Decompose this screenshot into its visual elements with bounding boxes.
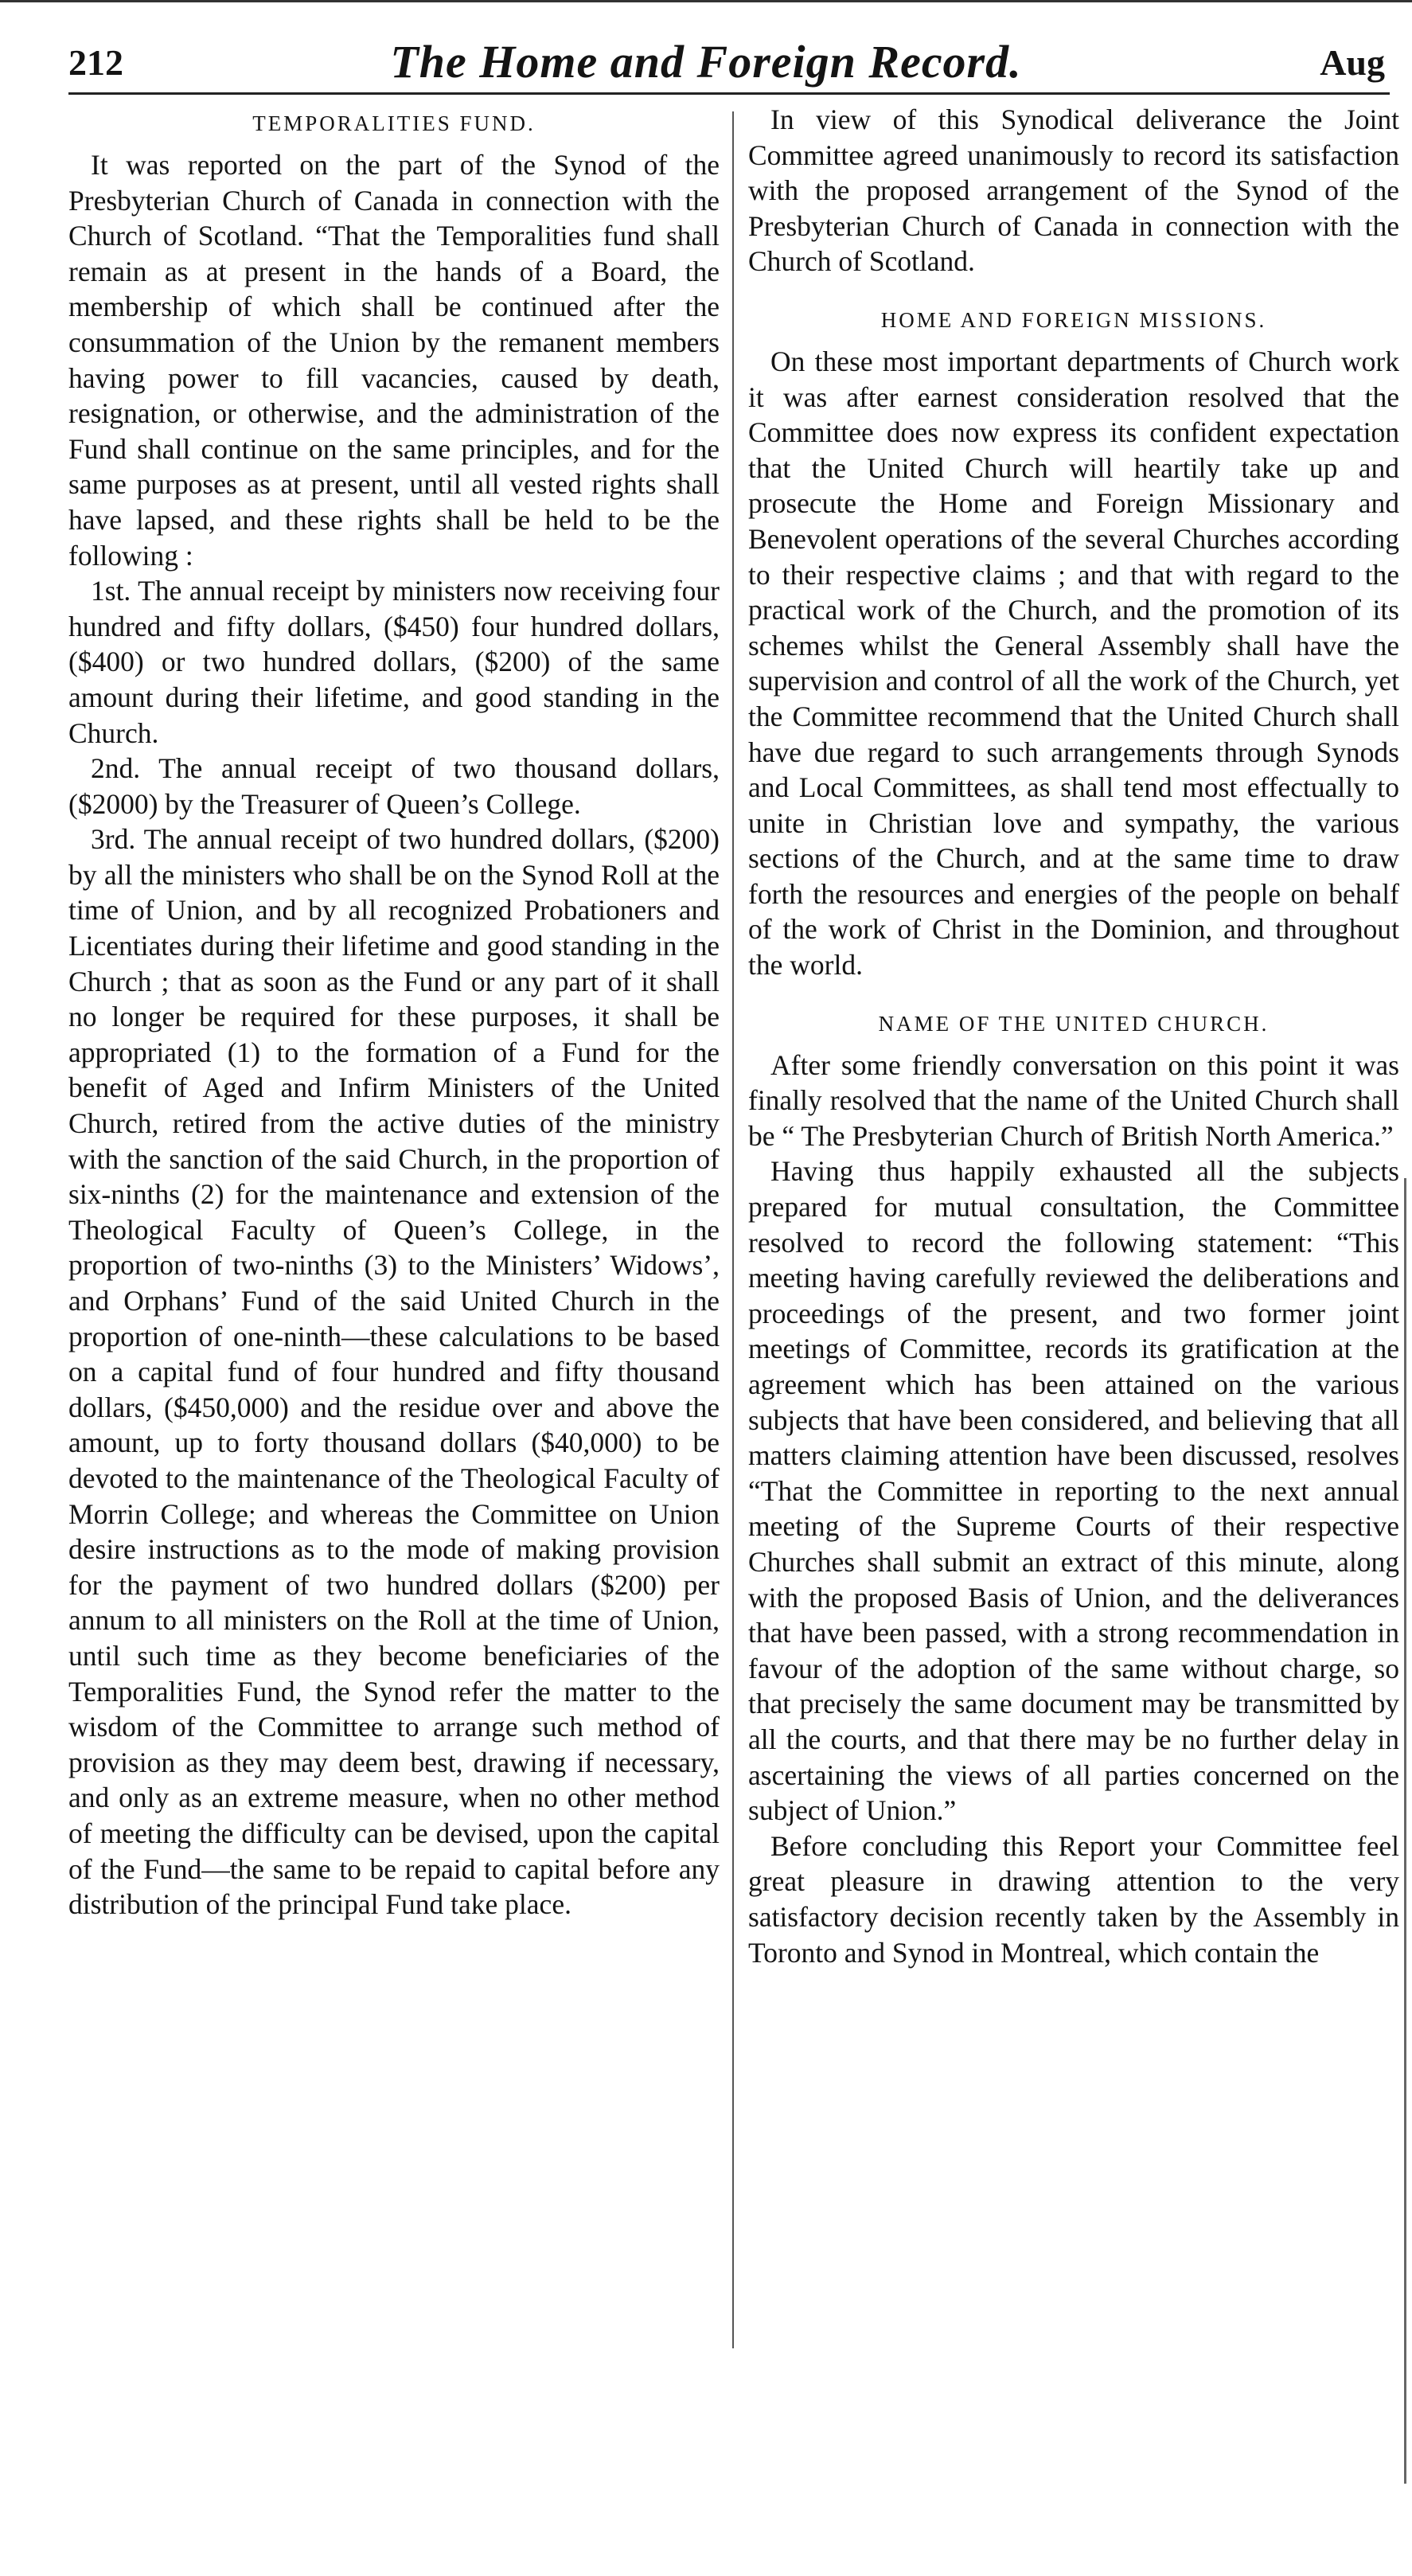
paragraph-missions: On these most important departments of Church work it was after earnest consideration resolved that the Committee does now express its confident expectation that the United Church will heartily take up and prosecute the Home and Foreign Missionary and Benevolent operations of the several Churches according to their respective claims ; and that with regard to the practical work of the Church, and the promotion of its schemes whilst the General Assembly shall have the supervision and control of all the work of the Church, yet the Committee recommend that the United Church shall have due regard to such arrangements through Synods and Local Committees, as shall tend most effectually to unite in Christian love and sympathy, the various sections of the Church, and at the same time to draw forth the resources and energies of the people on behalf of the work of Christ in the Dominion, and throughout the world. [748, 345, 1399, 982]
paragraph-synodical-deliverance: In view of this Synodical deliverance the Joint Committee agreed unanimously to record its satisfaction with the proposed arrangement of the Synod of the Presbyterian Church of Canada in connection with the Church of Scotland. [748, 103, 1399, 278]
paragraph-statement: Having thus happily exhausted all the subjects prepared for mutual consultation, the Committee resolved to record the following statement: “This meeting having carefully reviewed the deliberations and proceedings of the present, and two former joint meetings of Committee, records its gratification at the agreement which has been attained on the various subjects that have been considered, and believing that all matters claiming attention have been discussed, resolves “That the Committee in reporting to the next annual meeting of the Supreme Courts of their respective Churches shall submit an extract of this minute, along with the proposed Basis of Union, and the deliverances that have been passed, with a strong recommendation in favour of the adoption of the same without charge, so that precisely the same document may be transmitted by all the courts, and that there may be no further delay in ascertaining the views of all parties concerned on the subject of Union.” [748, 1155, 1399, 1827]
running-month: Aug [1320, 42, 1385, 83]
paragraph-church-name: After some friendly conversation on this point it was finally resolved that the name of the United Church shall be “ The Presbyterian Church of British North America.” [748, 1048, 1399, 1152]
page-edge-rule [1404, 1178, 1406, 2484]
top-border-rule [0, 0, 1412, 2]
paragraph-third-receipt: 3rd. The annual receipt of two hundred dollars, ($200) by all the ministers who shall be on the Synod Roll at the time of Union, and by all recognized Probationers and Licentiates during their lifetime and good standing in the Church ; that as soon as the Fund or any part of it shall no longer be required for these purposes, it shall be appropriated (1) to the formation of a Fund for the benefit of Aged and Infirm Ministers of the United Church, retired from the active duties of the ministry with the sanction of the said Church, in the proportion of six-ninths (2) for the maintenance and extension of the Theological Faculty of Queen’s College, in the proportion of two-ninths (3) to the Ministers’ Widows’, and Orphans’ Fund of the said United Church in the proportion of one-ninth—these calculations to be based on a capital fund of four hundred and fifty thousand dollars, ($450,000) and the residue over and above the amount, up to forty thousand dollars ($40,000) to be devoted to the maintenance of the Theological Faculty of Morrin College; and whereas the Committee on Union desire instructions as to the mode of making provision for the payment of two hundred dollars ($200) per annum to all ministers on the Roll at the time of Union, until such time as they become beneficiaries of the Temporalities Fund, the Synod refer the matter to the wisdom of the Committee to arrange such method of provision as they may deem best, drawing if necessary, and only as an extreme measure, when no other method of meeting the difficulty can be devised, upon the capital of the Fund—the same to be repaid to capital before any distribution of the principal Fund take place. [68, 823, 720, 1921]
page-header [0, 13, 1412, 92]
paragraph-first-receipt: 1st. The annual receipt by ministers now receiving four hundred and fifty dollars, ($450) four hundred dollars, ($400) or two hundred dollars, ($200) of the same amount during their lifetime, and good standing in the Church. [68, 575, 720, 749]
paragraph-concluding: Before concluding this Report your Committee feel great pleasure in drawing attention to the very satisfactory decision recently taken by the Assembly in Toronto and Synod in Montreal, which contain the [748, 1829, 1399, 1969]
paragraph-temporalities-intro: It was reported on the part of the Synod of the Presbyterian Church of Canada in connection with the Church of Scotland. “That the Temporalities fund shall remain as at present in the hands of a Board, the membership of which shall be continued after the consummation of the Union by the remanent members having power to fill vacancies, caused by death, resignation, or otherwise, and the administration of the Fund shall continue on the same principles, and for the same purposes as at present, until all vested rights shall have lapsed, and these rights shall be held to be the following : [68, 149, 720, 572]
left-column [68, 102, 720, 2538]
column-divider [732, 111, 734, 2348]
page-number: 212 [68, 42, 123, 83]
running-title: The Home and Foreign Record. [390, 36, 1022, 88]
section-heading-temporalities: TEMPORALITIES FUND. [252, 111, 536, 135]
section-heading-church-name: NAME OF THE UNITED CHURCH. [878, 1011, 1270, 1036]
header-divider [68, 92, 1390, 95]
section-heading-missions: HOME AND FOREIGN MISSIONS. [880, 307, 1267, 332]
right-column [748, 102, 1399, 2538]
paragraph-second-receipt: 2nd. The annual receipt of two thousand dollars, ($2000) by the Treasurer of Queen’s College. [68, 752, 720, 820]
